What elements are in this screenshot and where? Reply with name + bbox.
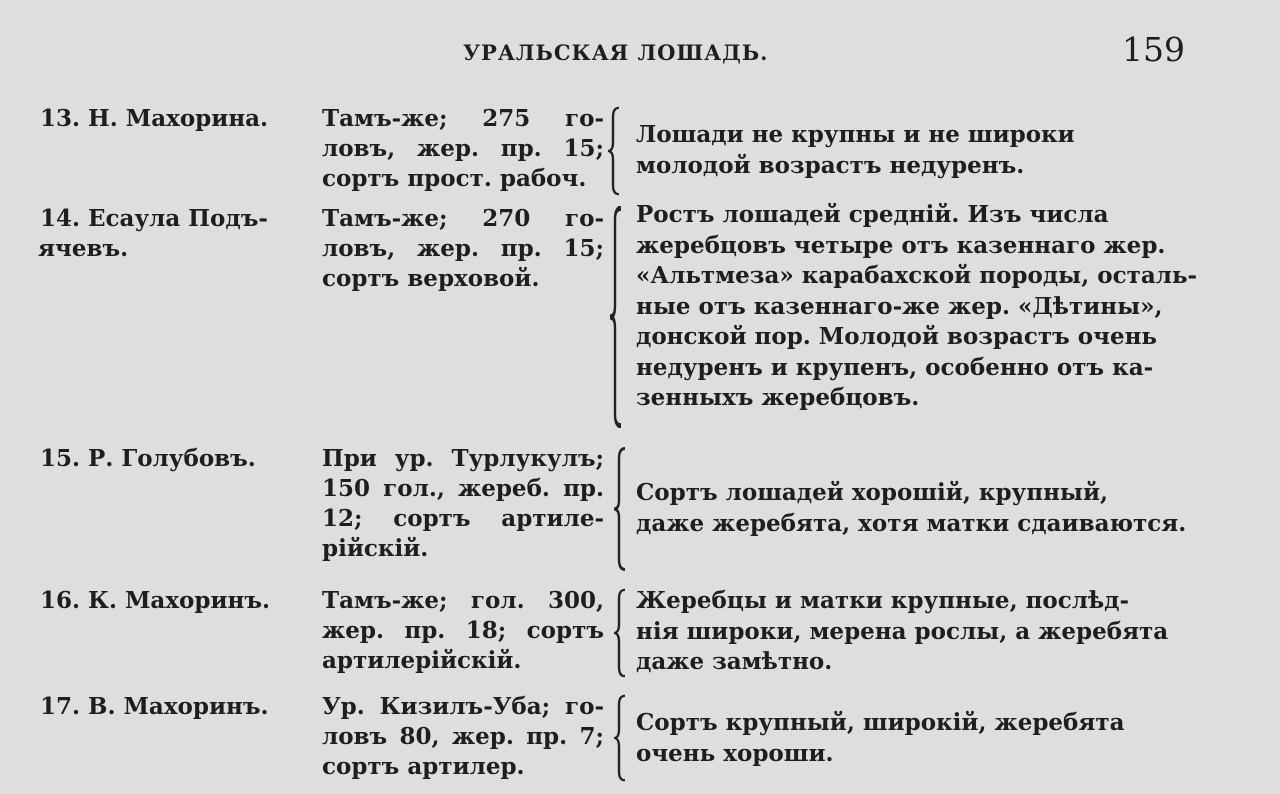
entry-17-note-line-2: очень хороши. xyxy=(636,739,834,767)
entry-16-note-line-3: даже замѣтно. xyxy=(636,648,833,675)
entry-16-name-line-1: 16. К. Махоринъ. xyxy=(40,587,270,614)
entry-15-note-line-2: даже жеребята, хотя матки сдаиваются. xyxy=(636,509,1187,537)
entry-14-brace xyxy=(608,206,626,428)
entry-15-brace xyxy=(612,446,630,572)
entry-15-location-line-3: 12; сортъ артиле- xyxy=(322,505,604,532)
entry-15-location xyxy=(322,444,604,564)
entry-17-note-line-1: Сортъ крупный, широкій, жеребята xyxy=(636,709,1125,736)
entry-17-location-line-1: Ур. Кизилъ-Уба; го- xyxy=(322,693,604,720)
entry-14-note xyxy=(636,200,1196,414)
entry-13-name-line-1: 13. Н. Махорина. xyxy=(40,105,269,132)
entry-16-note-line-2: нія широки, мерена рослы, а жеребята xyxy=(636,617,1169,645)
entry-14-location-line-3: сортъ верховой. xyxy=(322,265,540,292)
entry-17-location xyxy=(322,692,604,782)
entry-15-note-line-1: Сортъ лошадей хорошій, крупный, xyxy=(636,479,1109,506)
entry-14-location xyxy=(322,204,604,294)
entry-15-location-line-2: 150 гол., жереб. пр. xyxy=(322,475,604,502)
entry-16-note-line-1: Жеребцы и матки крупные, послѣд- xyxy=(636,587,1130,614)
entry-15-location-line-4: рійскій. xyxy=(322,535,429,562)
entry-13-location-line-1: Тамъ-же; 275 го- xyxy=(322,105,604,132)
entry-15-location-line-1: При ур. Турлукулъ; xyxy=(322,445,604,472)
entry-14-name-line-2: ячевъ. xyxy=(38,235,129,262)
entry-16-brace xyxy=(612,588,630,678)
entry-16-location-line-2: жер. пр. 18; сортъ xyxy=(322,617,604,644)
entry-14-note-line-4: ные отъ казеннаго-же жер. «Дѣтины», xyxy=(636,292,1163,320)
entry-13-brace xyxy=(606,106,624,196)
entry-14-location-line-1: Тамъ-же; 270 го- xyxy=(322,205,604,232)
entry-14-location-line-2: ловъ, жер. пр. 15; xyxy=(322,235,604,262)
entry-15-name-line-1: 15. Р. Голубовъ. xyxy=(40,445,256,472)
entry-17-name xyxy=(40,692,315,722)
entry-16-location xyxy=(322,586,604,676)
entry-13-note-line-2: молодой возрастъ недуренъ. xyxy=(636,151,1025,179)
entry-17-location-line-3: сортъ артилер. xyxy=(322,753,525,780)
running-header: УРАЛЬСКАЯ ЛОШАДЬ. xyxy=(463,40,769,65)
entry-14-name xyxy=(40,204,315,264)
entry-14-name-line-1: 14. Есаула Подъ- xyxy=(40,205,268,232)
entry-13-name xyxy=(40,104,315,134)
entry-13-location-line-3: сортъ прост. рабоч. xyxy=(322,165,587,192)
entry-13-note xyxy=(636,120,1196,181)
entry-15-note xyxy=(636,478,1196,539)
entry-13-note-line-1: Лошади не крупны и не широки xyxy=(636,121,1075,148)
page-number: 159 xyxy=(1122,30,1185,69)
entry-14-note-line-2: жеребцовъ четыре отъ казеннаго жер. xyxy=(636,231,1166,259)
entry-16-location-line-3: артилерійскій. xyxy=(322,647,522,674)
entry-17-brace xyxy=(612,694,630,782)
entry-13-location-line-2: ловъ, жер. пр. 15; xyxy=(322,135,604,162)
entry-16-location-line-1: Тамъ-же; гол. 300, xyxy=(322,587,604,614)
entry-16-note xyxy=(636,586,1196,678)
entry-13-location xyxy=(322,104,604,194)
entry-14-note-line-3: «Альтмеза» карабахской породы, осталь- xyxy=(636,262,1198,289)
entry-14-note-line-7: зенныхъ жеребцовъ. xyxy=(636,384,920,411)
entry-14-note-line-5: донской пор. Молодой возрастъ очень xyxy=(636,323,1158,350)
entry-14-note-line-6: недуренъ и крупенъ, особенно отъ ка- xyxy=(636,353,1154,381)
entry-17-note xyxy=(636,708,1196,769)
entry-15-name xyxy=(40,444,315,474)
entry-14-note-line-1: Ростъ лошадей средній. Изъ числа xyxy=(636,201,1109,228)
entry-16-name xyxy=(40,586,315,616)
entry-17-location-line-2: ловъ 80, жер. пр. 7; xyxy=(322,723,604,750)
entry-17-name-line-1: 17. В. Махоринъ. xyxy=(40,693,269,720)
